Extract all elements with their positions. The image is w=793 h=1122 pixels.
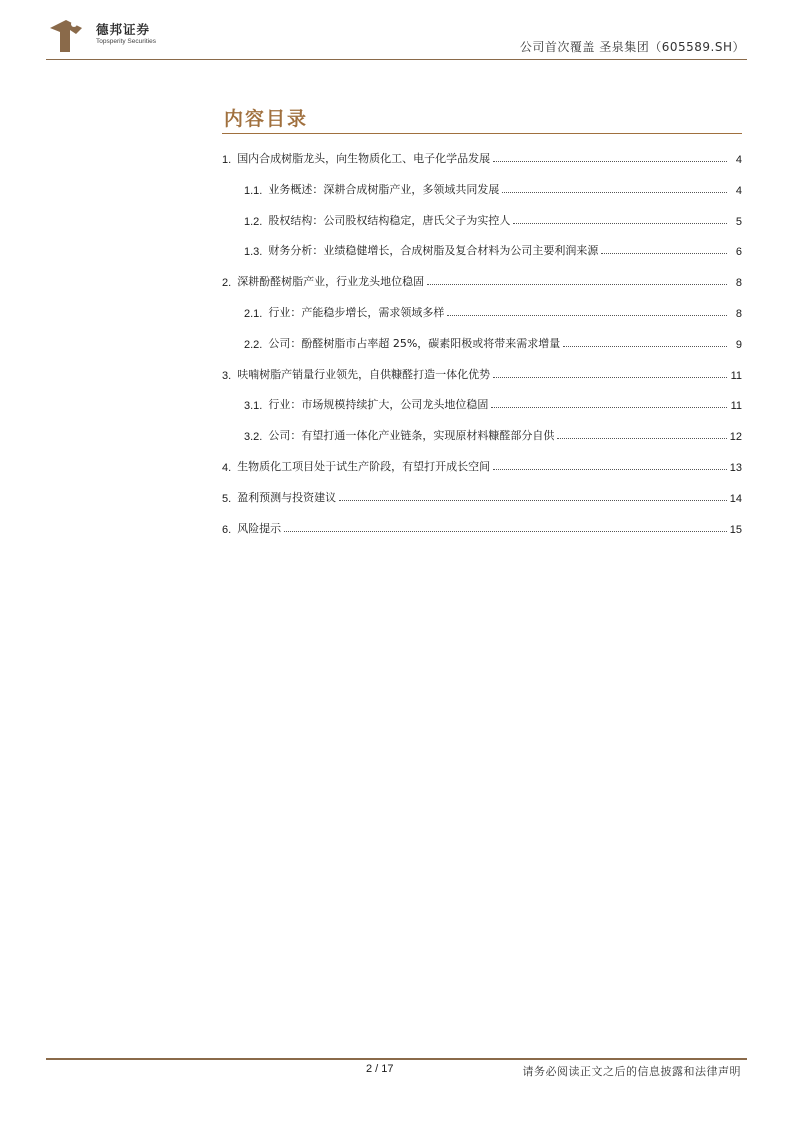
- toc-item-number: 2.: [222, 277, 232, 290]
- toc-item[interactable]: [222, 240, 742, 258]
- toc-item-number: 1.1.: [244, 184, 263, 197]
- toc-item-page: 11: [730, 400, 742, 413]
- toc-item-page: 4: [735, 154, 742, 166]
- toc-leader-dots: [601, 253, 727, 254]
- company-logo: [44, 16, 204, 58]
- toc-item-number: 3.2.: [244, 431, 263, 444]
- toc-item[interactable]: [222, 364, 742, 382]
- footer-divider: [46, 1058, 747, 1060]
- toc-item-page: 15: [729, 523, 742, 536]
- toc-item-number: 1.: [222, 154, 232, 166]
- toc-item-page: 9: [735, 338, 742, 351]
- toc-item-text: 行业：市场规模持续扩大，公司龙头地位稳固: [268, 398, 489, 412]
- toc-item-text: 呋喃树脂产销量行业领先，自供糠醛打造一体化优势: [237, 367, 491, 381]
- toc-item[interactable]: [222, 518, 742, 536]
- toc-item-text: 深耕酚醛树脂产业，行业龙头地位稳固: [237, 275, 425, 289]
- logo-name-cn: 德邦证券: [96, 22, 151, 37]
- toc-item-number: 1.2.: [244, 215, 263, 228]
- toc-item-number: 4.: [222, 461, 232, 474]
- toc-item-page: 8: [735, 307, 742, 320]
- toc-item-page: 4: [735, 184, 742, 197]
- toc-leader-dots: [447, 315, 727, 316]
- toc-item-number: 3.: [222, 369, 232, 382]
- toc-item-number: 5.: [222, 492, 232, 505]
- toc-leader-dots: [427, 284, 727, 285]
- toc-leader-dots: [493, 469, 727, 470]
- toc-leader-dots: [491, 407, 727, 408]
- toc-item-number: 1.3.: [244, 246, 263, 259]
- toc-item-page: 6: [735, 246, 742, 259]
- toc-item-text: 盈利预测与投资建议: [237, 490, 337, 504]
- toc-item-page: 13: [729, 461, 742, 474]
- logo-name-en: Topsperity Securities: [96, 38, 156, 45]
- toc-item-text: 生物质化工项目处于试生产阶段，有望打开成长空间: [237, 459, 491, 473]
- toc-item[interactable]: [222, 456, 742, 474]
- toc-item[interactable]: [222, 148, 742, 166]
- toc-leader-dots: [493, 377, 727, 378]
- toc-item-text: 风险提示: [237, 521, 282, 535]
- footer-disclaimer: 请务必阅读正文之后的信息披露和法律声明: [522, 1065, 741, 1078]
- toc-leader-dots: [493, 161, 727, 162]
- toc-item-text: 财务分析：业绩稳健增长，合成树脂及复合材料为公司主要利润来源: [268, 244, 599, 258]
- toc-item[interactable]: [222, 179, 742, 197]
- toc-title-divider: [222, 133, 742, 134]
- page-number: 2 / 17: [366, 1063, 394, 1075]
- toc-item-text: 股权结构：公司股权结构稳定，唐氏父子为实控人: [268, 213, 511, 227]
- toc-leader-dots: [513, 223, 727, 224]
- toc-leader-dots: [284, 531, 727, 532]
- toc-item-page: 11: [730, 369, 742, 382]
- toc-item-number: 6.: [222, 523, 232, 536]
- toc-item-number: 2.2.: [244, 338, 263, 351]
- toc-item-text: 公司：有望打通一体化产业链条，实现原材料糠醛部分自供: [268, 429, 555, 443]
- logo-mark-icon: [44, 16, 88, 56]
- report-label: 公司首次覆盖 圣泉集团（605589.SH）: [519, 40, 745, 54]
- toc-item-number: 3.1.: [244, 400, 263, 413]
- toc-item-text: 业务概述：深耕合成树脂产业，多领域共同发展: [268, 182, 500, 196]
- toc-item-text: 行业：产能稳步增长，需求领域多样: [268, 305, 445, 319]
- toc-item[interactable]: [222, 271, 742, 289]
- toc-item[interactable]: [222, 333, 742, 351]
- toc-leader-dots: [339, 500, 727, 501]
- toc-item[interactable]: [222, 394, 742, 412]
- toc-item[interactable]: [222, 425, 742, 443]
- toc-item[interactable]: [222, 302, 742, 320]
- header-divider: [46, 59, 747, 60]
- toc-leader-dots: [563, 346, 727, 347]
- toc-item-page: 12: [729, 431, 742, 444]
- toc-title: 内容目录: [224, 108, 309, 130]
- toc-leader-dots: [502, 192, 727, 193]
- toc-item-text: 国内合成树脂龙头，向生物质化工、电子化学品发展: [237, 152, 491, 165]
- toc-item-page: 8: [735, 277, 742, 290]
- toc-leader-dots: [557, 438, 726, 439]
- toc-list: [222, 148, 742, 548]
- toc-item[interactable]: [222, 210, 742, 228]
- toc-item[interactable]: [222, 487, 742, 505]
- toc-item-page: 5: [735, 215, 742, 228]
- toc-item-number: 2.1.: [244, 307, 263, 320]
- toc-item-page: 14: [729, 492, 742, 505]
- toc-item-text: 公司：酚醛树脂市占率超 25%，碳素阳极或将带来需求增量: [268, 336, 561, 350]
